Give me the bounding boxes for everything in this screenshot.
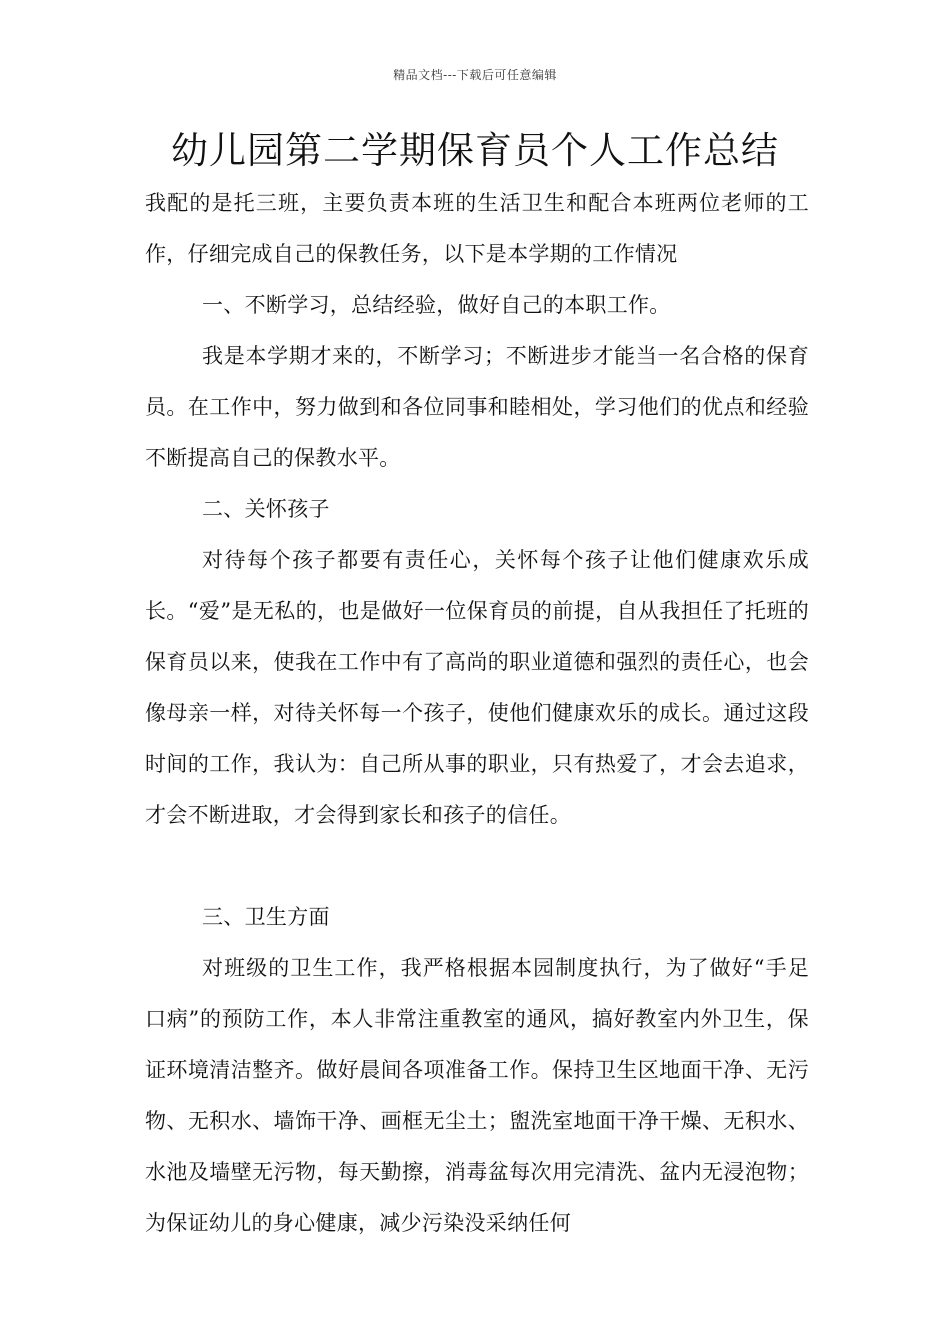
section-heading-1: 一、不断学习，总结经验，做好自己的本职工作。 [202,293,671,317]
section-2-paragraph: 对待每个孩子都要有责任心，关怀每个孩子让他们健康欢乐成长。“爱”是无私的，也是做好一位保育员的前提，自从我担任了托班的保育员以来，使我在工作中有了高尚的职业道德和强烈的责任心，也会像母亲一样，对待关怀每一个孩子，使他们健康欢乐的成长。通过这段时间的工作，我认为：自己所从事的职业，只有热爱了，才会去追求，才会不断进取，才会得到家长和孩子的信任。 [145,548,809,827]
document-title: 幼儿园第二学期保育员个人工作总结 [171,129,779,172]
document-body [145,178,809,1249]
intro-paragraph: 我配的是托三班，主要负责本班的生活卫生和配合本班两位老师的工作，仔细完成自己的保教任务，以下是本学期的工作情况 [145,191,809,266]
header-note: 精品文档---下载后可任意编辑 [393,68,557,82]
section-heading-2: 二、关怀孩子 [202,497,330,521]
blank-line [145,841,809,892]
section-3-paragraph: 对班级的卫生工作，我严格根据本园制度执行，为了做好“手足口病”的预防工作，本人非常注重教室的通风，搞好教室内外卫生，保证环境清洁整齐。做好晨间各项准备工作。保持卫生区地面干净、无污物、无积水、墙饰干净、画框无尘土；盥洗室地面干净干燥、无积水、水池及墙壁无污物，每天勤擦，消毒盆每次用完清洗、盆内无浸泡物；为保证幼儿的身心健康，减少污染没采纳任何 [145,956,809,1235]
section-heading-3: 三、卫生方面 [202,905,330,929]
section-1-paragraph: 我是本学期才来的，不断学习；不断进步才能当一名合格的保育员。在工作中，努力做到和各位同事和睦相处，学习他们的优点和经验不断提高自己的保教水平。 [145,344,809,470]
